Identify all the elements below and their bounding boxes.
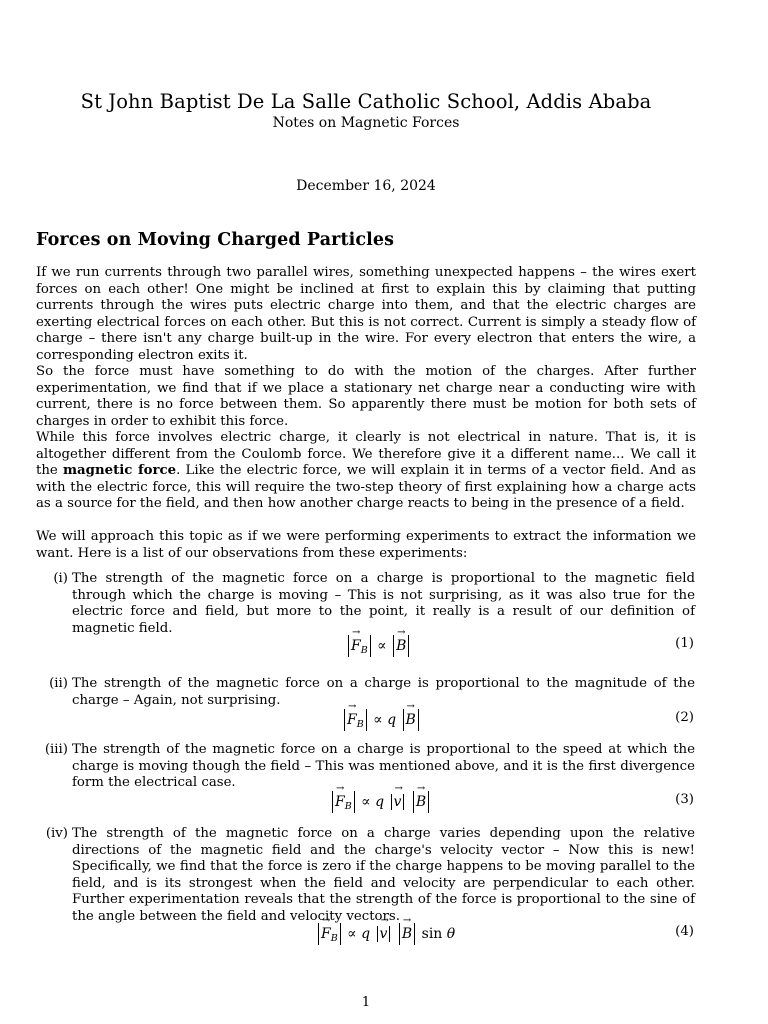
- school-name: St John Baptist De La Salle Catholic School, Addis Ababa: [80, 90, 652, 113]
- equation-number: (3): [675, 792, 694, 807]
- paragraph-2: So the force must have something to do with the motion of the charges. After further experimentation, we find that if we place a stationary net charge near a conducting wire with current, there is no force between them. So apparently there must be motion for both sets of charges in order to exhibit this force.: [36, 364, 696, 429]
- item-text: The strength of the magnetic force on a charge varies depending upon the relative directions of the magnetic field and the charge's velocity vector – Now this is new! Specifically, we find that the force is zero if the charge happens to be moving parallel to the field, and is its strongest when the field and velocity are perpendicular to each other. Further experimentation reveals that the strength of the force is proportional to the sine of the angle between the field and velocity vectors.: [72, 826, 695, 924]
- paragraph-3-start: While this force involves electric charge, it clearly is not electrical in nature. That is, it is altogether different from the Coulomb force. We therefore give it a different name... We call it the: [36, 430, 696, 479]
- page-number: 1: [361, 995, 371, 1010]
- item-number: (iv): [45, 826, 68, 841]
- document-date: December 16, 2024: [296, 178, 436, 194]
- equation-3: [36, 788, 696, 814]
- equation-number: (4): [675, 924, 694, 939]
- equation-formula: → $F_B \propto q \to v \to B$: [330, 790, 431, 813]
- section-title: Forces on Moving Charged Particles: [36, 230, 395, 250]
- equation-formula: → $F_B \propto q \to B$: [342, 708, 421, 731]
- equation-1: [36, 632, 696, 658]
- equation-4: [36, 920, 696, 946]
- equation-number: (1): [675, 636, 694, 651]
- item-text: The strength of the magnetic force on a charge is proportional to the speed at which the charge is moving though the field – This was mentioned above, and it is the first divergence form the electrical case.: [72, 742, 695, 791]
- item-number: (ii): [49, 676, 68, 691]
- equation-formula: → $F_B \propto q \to v \to B$ sin θ: [316, 922, 455, 945]
- equation-2: [36, 706, 696, 732]
- paragraph-3: [36, 430, 696, 513]
- equation-formula: → $F_B$ ∝ → B: [346, 634, 411, 657]
- equation-number: (2): [675, 710, 694, 725]
- paragraph-1: If we run currents through two parallel wires, something unexpected happens – the wires exert forces on each other! One might be inclined at first to explain this by claiming that putting currents through the wires puts electric charge into them, and that the electric charges are exerting electrical forces on each other. But this is not correct. Current is simply a steady flow of charge – there isn't any charge built-up in the wire. For every electron that enters the wire, a corresponding electron exits it.: [36, 265, 696, 363]
- document-subtitle: Notes on Magnetic Forces: [272, 115, 460, 131]
- paragraph-3-end: . Like the electric force, we will explain it in terms of a vector field. And as with the electric force, this will require the two-step theory of first explaining how a charge acts as a source for the field, and then how another charge reacts to being in the presence of a field.: [36, 463, 696, 512]
- item-text: The strength of the magnetic force on a charge is proportional to the magnitude of the charge – Again, not surprising.: [72, 676, 695, 708]
- paragraph-4: We will approach this topic as if we were performing experiments to extract the information we want. Here is a list of our observations from these experiments:: [36, 529, 696, 561]
- item-number: (iii): [44, 742, 68, 757]
- item-number: (i): [53, 571, 68, 586]
- title-block: [0, 90, 732, 132]
- item-text: The strength of the magnetic force on a charge is proportional to the magnetic field through which the charge is moving – This is not surprising, as it was also true for the electric force and field, but more to the point, it really is a result of our definition of magnetic field.: [72, 571, 695, 636]
- magnetic-force-term: magnetic force: [62, 463, 177, 479]
